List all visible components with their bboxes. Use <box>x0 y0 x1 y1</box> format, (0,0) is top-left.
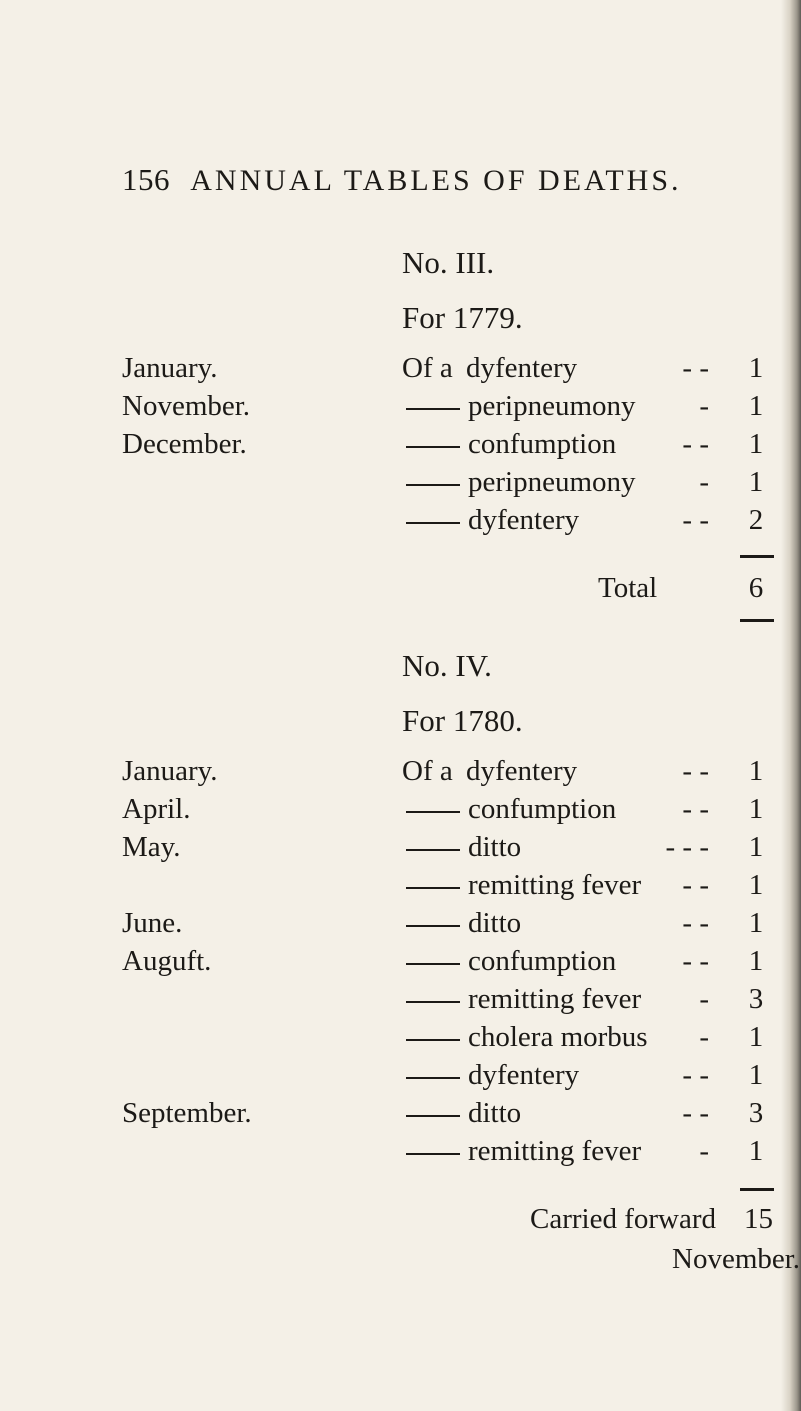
month-label: April. <box>122 793 191 825</box>
death-count: 3 <box>748 1097 764 1129</box>
total-label: Total <box>598 572 658 604</box>
cause-label: peripneumony <box>468 466 636 498</box>
table-row <box>0 869 801 905</box>
table-row <box>0 1097 801 1133</box>
ditto-rule <box>406 1039 460 1041</box>
total-value: 6 <box>748 572 764 604</box>
carried-forward-label: Carried forward <box>530 1203 716 1235</box>
death-count: 1 <box>748 945 764 977</box>
cause-label: dyfentery <box>466 352 578 384</box>
table-row <box>0 945 801 981</box>
leader-dots: - - <box>682 428 709 460</box>
sum-rule <box>740 555 774 558</box>
ditto-rule <box>406 963 460 965</box>
leader-dots: - - <box>682 945 709 977</box>
table-row <box>0 1135 801 1171</box>
cause-label: confumption <box>468 945 617 977</box>
table-row <box>0 1059 801 1095</box>
ditto-rule <box>406 1001 460 1003</box>
table-row <box>0 466 801 502</box>
table-year: For 1780. <box>402 703 523 738</box>
carried-forward-value: 15 <box>744 1203 773 1235</box>
table-row <box>0 1021 801 1057</box>
ditto-rule <box>406 408 460 410</box>
leader-dots: - - <box>682 869 709 901</box>
death-count: 1 <box>748 466 764 498</box>
cause-label: confumption <box>468 793 617 825</box>
death-count: 1 <box>748 869 764 901</box>
cause-prefix: Of a <box>402 755 453 787</box>
leader-dots: - - <box>682 793 709 825</box>
table-number: No. IV. <box>402 648 492 683</box>
death-count: 2 <box>748 504 764 536</box>
table-row <box>0 504 801 540</box>
ditto-rule <box>406 887 460 889</box>
cause-label: dyfentery <box>468 504 580 536</box>
table-number: No. III. <box>402 245 495 280</box>
leader-dots: - <box>699 983 709 1015</box>
table-row <box>0 831 801 867</box>
table-row <box>0 793 801 829</box>
table-row <box>0 390 801 426</box>
death-count: 1 <box>748 428 764 460</box>
cause-label: remitting fever <box>468 983 642 1015</box>
cause-label: ditto <box>468 907 522 939</box>
cause-prefix: Of a <box>402 352 453 384</box>
cause-label: cholera morbus <box>468 1021 648 1053</box>
leader-dots: - <box>699 1021 709 1053</box>
death-count: 1 <box>748 793 764 825</box>
table-row <box>0 983 801 1019</box>
month-label: November. <box>122 390 251 422</box>
ditto-rule <box>406 446 460 448</box>
month-label: September. <box>122 1097 252 1129</box>
death-count: 1 <box>748 352 764 384</box>
leader-dots: - <box>699 390 709 422</box>
death-count: 1 <box>748 390 764 422</box>
running-title: ANNUAL TABLES OF DEATHS. <box>190 164 682 197</box>
leader-dots: - <box>699 466 709 498</box>
ditto-rule <box>406 1077 460 1079</box>
death-count: 1 <box>748 1059 764 1091</box>
page-number: 156 <box>122 162 170 197</box>
sum-rule <box>740 1188 774 1191</box>
leader-dots: - - <box>682 907 709 939</box>
leader-dots: - - <box>682 352 709 384</box>
leader-dots: - - <box>682 755 709 787</box>
cause-label: dyfentery <box>468 1059 580 1091</box>
cause-label: confumption <box>468 428 617 460</box>
death-count: 1 <box>748 1135 764 1167</box>
table-row <box>0 755 801 791</box>
month-label: January. <box>122 352 218 384</box>
cause-label: remitting fever <box>468 869 642 901</box>
month-label: January. <box>122 755 218 787</box>
death-count: 1 <box>748 831 764 863</box>
cause-label: ditto <box>468 831 522 863</box>
death-count: 1 <box>748 1021 764 1053</box>
page-edge-shadow <box>781 0 801 1411</box>
month-label: June. <box>122 907 183 939</box>
ditto-rule <box>406 849 460 851</box>
sum-rule <box>740 619 774 622</box>
cause-label: remitting fever <box>468 1135 642 1167</box>
leader-dots: - <box>699 1135 709 1167</box>
leader-dots: - - <box>682 504 709 536</box>
leader-dots: - - <box>682 1059 709 1091</box>
table-row <box>0 428 801 464</box>
cause-label: peripneumony <box>468 390 636 422</box>
month-label: Auguft. <box>122 945 212 977</box>
running-header <box>122 162 682 198</box>
catchword: November. <box>672 1243 801 1275</box>
ditto-rule <box>406 522 460 524</box>
death-count: 1 <box>748 755 764 787</box>
month-label: May. <box>122 831 181 863</box>
ditto-rule <box>406 1153 460 1155</box>
ditto-rule <box>406 1115 460 1117</box>
table-row <box>0 352 801 388</box>
table-row <box>0 907 801 943</box>
month-label: December. <box>122 428 247 460</box>
table-year: For 1779. <box>402 300 523 335</box>
ditto-rule <box>406 484 460 486</box>
death-count: 3 <box>748 983 764 1015</box>
ditto-rule <box>406 925 460 927</box>
cause-label: ditto <box>468 1097 522 1129</box>
leader-dots: - - - <box>665 831 709 863</box>
leader-dots: - - <box>682 1097 709 1129</box>
ditto-rule <box>406 811 460 813</box>
death-count: 1 <box>748 907 764 939</box>
cause-label: dyfentery <box>466 755 578 787</box>
